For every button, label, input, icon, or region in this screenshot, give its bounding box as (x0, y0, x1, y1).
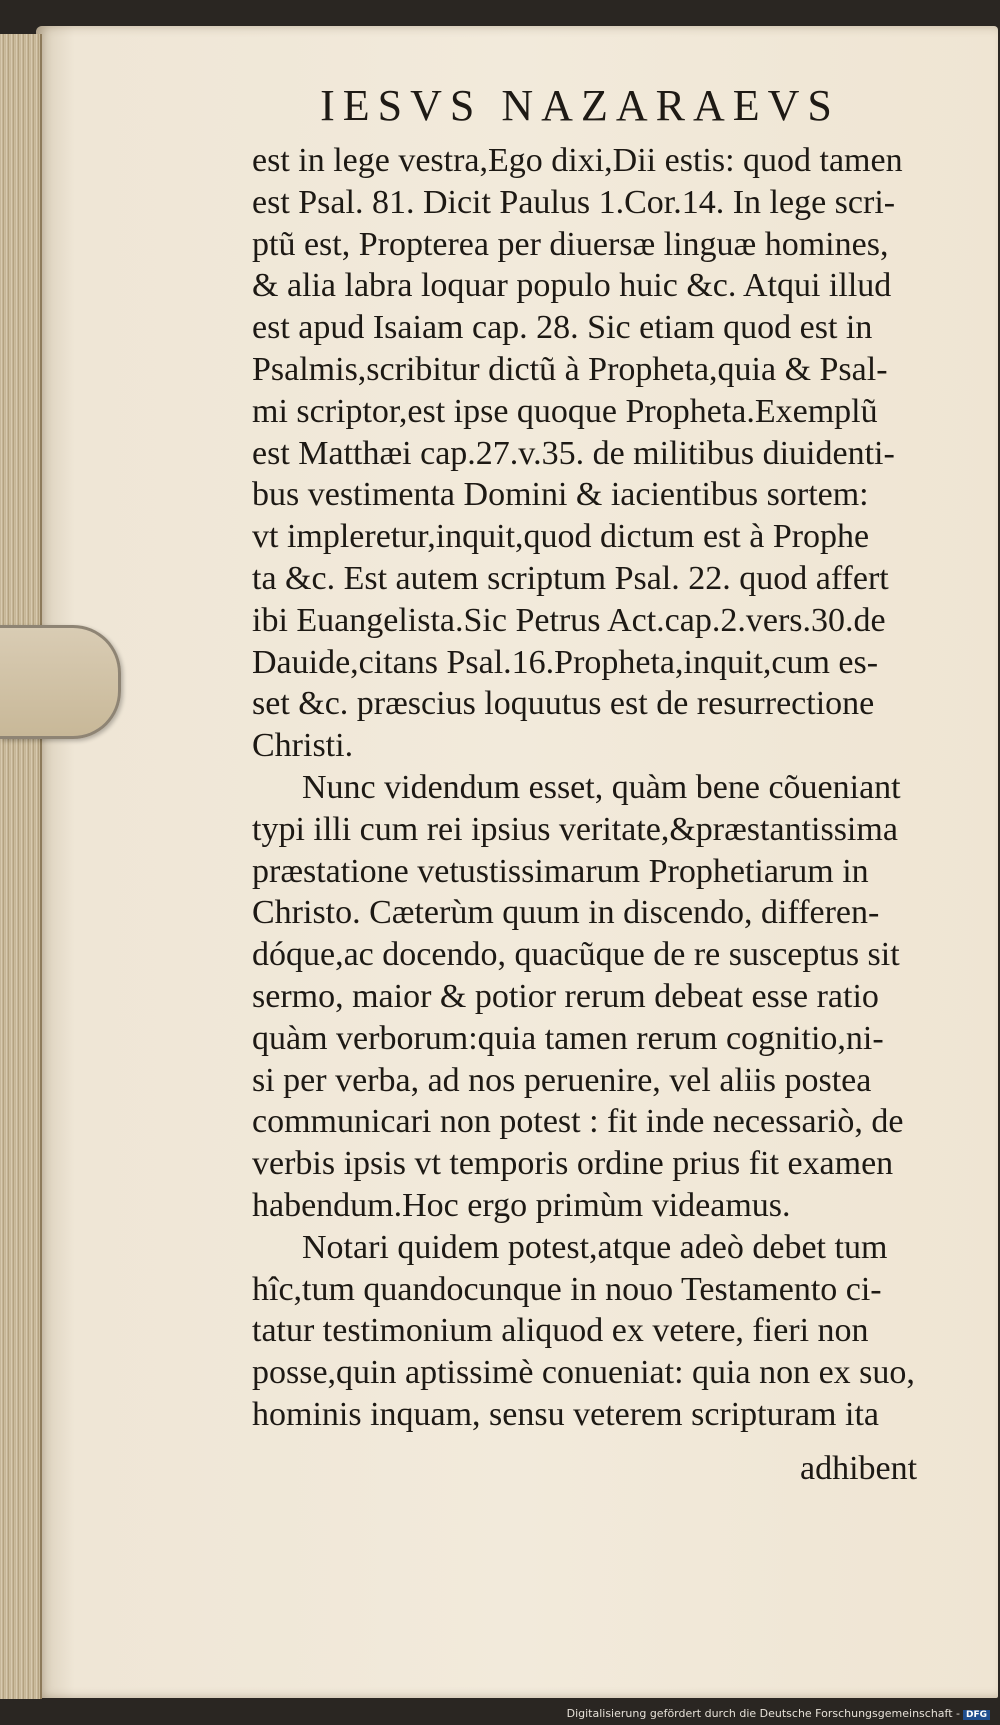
text-line: verbis ipsis vt temporis ordine prius fit examen (252, 1145, 894, 1183)
text-line: tatur testimonium aliquod ex vetere, fieri non (252, 1312, 869, 1350)
text-line: ptũ est, Propterea per diuersæ linguæ homines, (252, 225, 889, 263)
dfg-logo: DFG (963, 1710, 990, 1720)
text-line: & alia labra loquar populo huic &c. Atqui illud (252, 267, 892, 305)
text-line: bus vestimenta Domini & iacientibus sortem: (252, 476, 869, 514)
text-line: est Psal. 81. Dicit Paulus 1.Cor.14. In lege scri- (252, 183, 896, 221)
text-line: communicari non potest : fit inde necessariò, de (252, 1103, 904, 1141)
text-line: est apud Isaiam cap. 28. Sic etiam quod est in (252, 309, 873, 347)
text-line: Christo. Cæterùm quum in discendo, differen- (252, 894, 880, 932)
catchword: adhibent (800, 1450, 918, 1487)
text-line: si per verba, ad nos peruenire, vel aliis postea (252, 1061, 872, 1099)
body-text (252, 140, 958, 1436)
text-line: mi scriptor,est ipse quoque Propheta.Exemplũ (252, 392, 878, 430)
text-line: hîc,tum quandocunque in nouo Testamento ci- (252, 1270, 882, 1308)
text-line: Psalmis,scribitur dictũ à Propheta,quia & Psal- (252, 350, 888, 388)
text-line: Christi. (252, 727, 354, 765)
book-clasp (0, 625, 121, 739)
text-line: Nunc videndum esset, quàm bene cõueniant (302, 768, 901, 806)
text-line: habendum.Hoc ergo primùm videamus. (252, 1186, 791, 1224)
text-line: posse,quin aptissimè conueniat: quia non ex suo, (252, 1354, 915, 1392)
running-head: IESVS NAZARAEVS (320, 81, 840, 130)
text-line: ibi Euangelista.Sic Petrus Act.cap.2.vers.30.de (252, 601, 886, 639)
digitization-footer (563, 1706, 994, 1721)
footer-text: Digitalisierung gefördert durch die Deutsche Forschungsgemeinschaft - (566, 1707, 960, 1720)
page-edges (0, 34, 42, 1699)
text-line: Notari quidem potest,atque adeò debet tum (302, 1228, 888, 1266)
text-line: sermo, maior & potior rerum debeat esse ratio (252, 977, 879, 1015)
text-line: præstatione vetustissimarum Prophetiarum in (252, 852, 869, 890)
text-line: est Matthæi cap.27.v.35. de militibus diuidenti- (252, 434, 895, 472)
text-line: Dauide,citans Psal.16.Propheta,inquit,cum es- (252, 643, 879, 681)
text-line: set &c. præscius loquutus est de resurrectione (252, 685, 875, 723)
text-line: vt impleretur,inquit,quod dictum est à Prophe (252, 518, 870, 556)
text-line: quàm verborum:quia tamen rerum cognitio,ni- (252, 1019, 884, 1057)
text-line: dóque,ac docendo, quacũque de re susceptus sit (252, 936, 900, 974)
text-line: typi illi cum rei ipsius veritate,&præstantissima (252, 810, 898, 848)
text-line: est in lege vestra,Ego dixi,Dii estis: quod tamen (252, 142, 903, 179)
text-line: hominis inquam, sensu veterem scripturam ita (252, 1395, 879, 1433)
text-line: ta &c. Est autem scriptum Psal. 22. quod affert (252, 559, 889, 597)
